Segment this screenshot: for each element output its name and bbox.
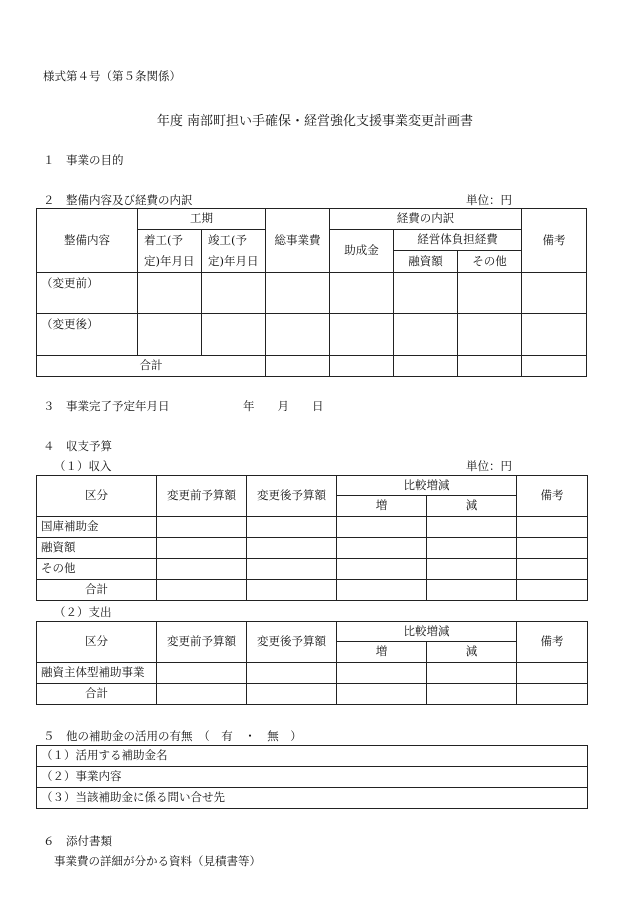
attachment-item: 事業費の詳細が分かる資料（見積書等）	[54, 854, 261, 868]
cell	[247, 538, 337, 559]
cell	[427, 663, 517, 684]
cell	[330, 356, 394, 377]
cell	[458, 356, 522, 377]
section-5-heading: ５ 他の補助金の活用の有無 （ 有 ・ 無 ）	[43, 729, 302, 743]
expense-breakdown-table	[36, 208, 587, 377]
cell	[517, 663, 588, 684]
document-title: 年度 南部町担い手確保・経営強化支援事業変更計画書	[156, 114, 474, 129]
cell	[517, 517, 588, 538]
header-other: その他	[458, 250, 522, 272]
cell	[247, 559, 337, 580]
cell	[517, 559, 588, 580]
cell	[517, 580, 588, 601]
header-breakdown: 経費の内訳	[330, 209, 522, 230]
cell	[247, 684, 337, 705]
cell	[517, 684, 588, 705]
income-row-label: 国庫補助金	[37, 517, 157, 538]
cell	[138, 314, 202, 356]
cell	[337, 517, 427, 538]
income-heading: （１）収入	[54, 459, 112, 473]
cell	[458, 314, 522, 356]
income-table	[36, 475, 588, 601]
header-increase: 増	[337, 642, 427, 663]
cell	[522, 356, 587, 377]
income-row-label: 融資額	[37, 538, 157, 559]
header-category: 区分	[37, 622, 157, 663]
header-remarks: 備考	[517, 476, 588, 517]
income-row-label: その他	[37, 559, 157, 580]
cell	[330, 314, 394, 356]
subsidy-contact-row: （３）当該補助金に係る問い合せ先	[37, 788, 588, 809]
other-subsidy-table	[36, 745, 588, 809]
cell	[266, 314, 330, 356]
cell	[427, 559, 517, 580]
section-2-unit: 単位：円	[466, 193, 512, 207]
cell	[458, 273, 522, 314]
cell	[157, 663, 247, 684]
header-remarks: 備考	[522, 209, 587, 273]
completion-date: 年 月 日	[243, 399, 324, 413]
section-4-heading: ４ 収支予算	[43, 439, 112, 453]
expense-row-label: 融資主体型補助事業	[37, 663, 157, 684]
cell	[202, 273, 266, 314]
cell	[517, 538, 588, 559]
cell	[394, 356, 458, 377]
cell	[337, 580, 427, 601]
header-burden: 経営体負担経費	[394, 230, 522, 251]
header-after: 変更後予算額	[247, 622, 337, 663]
cell	[337, 538, 427, 559]
cell	[266, 273, 330, 314]
form-number: 様式第４号（第５条関係）	[43, 69, 181, 83]
subsidy-name-row: （１）活用する補助金名	[37, 746, 588, 767]
cell	[202, 314, 266, 356]
header-start-date: 着工(予定)年月日	[138, 230, 202, 273]
cell	[266, 356, 330, 377]
cell	[337, 559, 427, 580]
cell	[522, 273, 587, 314]
cell	[247, 580, 337, 601]
section-1-heading: １ 事業の目的	[43, 153, 124, 167]
cell	[394, 273, 458, 314]
section-6-heading: ６ 添付書類	[43, 834, 112, 848]
cell	[427, 684, 517, 705]
header-category: 区分	[37, 476, 157, 517]
cell	[247, 663, 337, 684]
cell	[157, 580, 247, 601]
cell	[427, 517, 517, 538]
header-loan: 融資額	[394, 250, 458, 272]
cell	[157, 684, 247, 705]
header-remarks: 備考	[517, 622, 588, 663]
header-total-cost: 総事業費	[266, 209, 330, 273]
subsidy-content-row: （２）事業内容	[37, 767, 588, 788]
header-increase: 増	[337, 496, 427, 517]
expense-heading: （２）支出	[54, 605, 112, 619]
cell	[157, 538, 247, 559]
cell	[157, 559, 247, 580]
income-unit: 単位：円	[466, 459, 512, 473]
expense-table	[36, 621, 588, 705]
cell	[427, 580, 517, 601]
cell	[337, 684, 427, 705]
row-before: （変更前）	[37, 273, 138, 314]
cell	[337, 663, 427, 684]
header-decrease: 減	[427, 496, 517, 517]
header-end-date: 竣工(予定)年月日	[202, 230, 266, 273]
cell	[247, 517, 337, 538]
row-total: 合計	[37, 356, 266, 377]
header-period: 工期	[138, 209, 266, 230]
section-2-heading: ２ 整備内容及び経費の内訳	[43, 193, 193, 207]
cell	[394, 314, 458, 356]
header-subsidy: 助成金	[330, 230, 394, 273]
cell	[157, 517, 247, 538]
cell	[522, 314, 587, 356]
header-compare: 比較増減	[337, 622, 517, 642]
header-before: 変更前予算額	[157, 476, 247, 517]
row-after: （変更後）	[37, 314, 138, 356]
cell	[330, 273, 394, 314]
expense-total-label: 合計	[37, 684, 157, 705]
header-item: 整備内容	[37, 209, 138, 273]
income-total-label: 合計	[37, 580, 157, 601]
section-3-heading: ３ 事業完了予定年月日	[43, 399, 170, 413]
header-compare: 比較増減	[337, 476, 517, 496]
header-before: 変更前予算額	[157, 622, 247, 663]
header-decrease: 減	[427, 642, 517, 663]
header-after: 変更後予算額	[247, 476, 337, 517]
cell	[138, 273, 202, 314]
cell	[427, 538, 517, 559]
